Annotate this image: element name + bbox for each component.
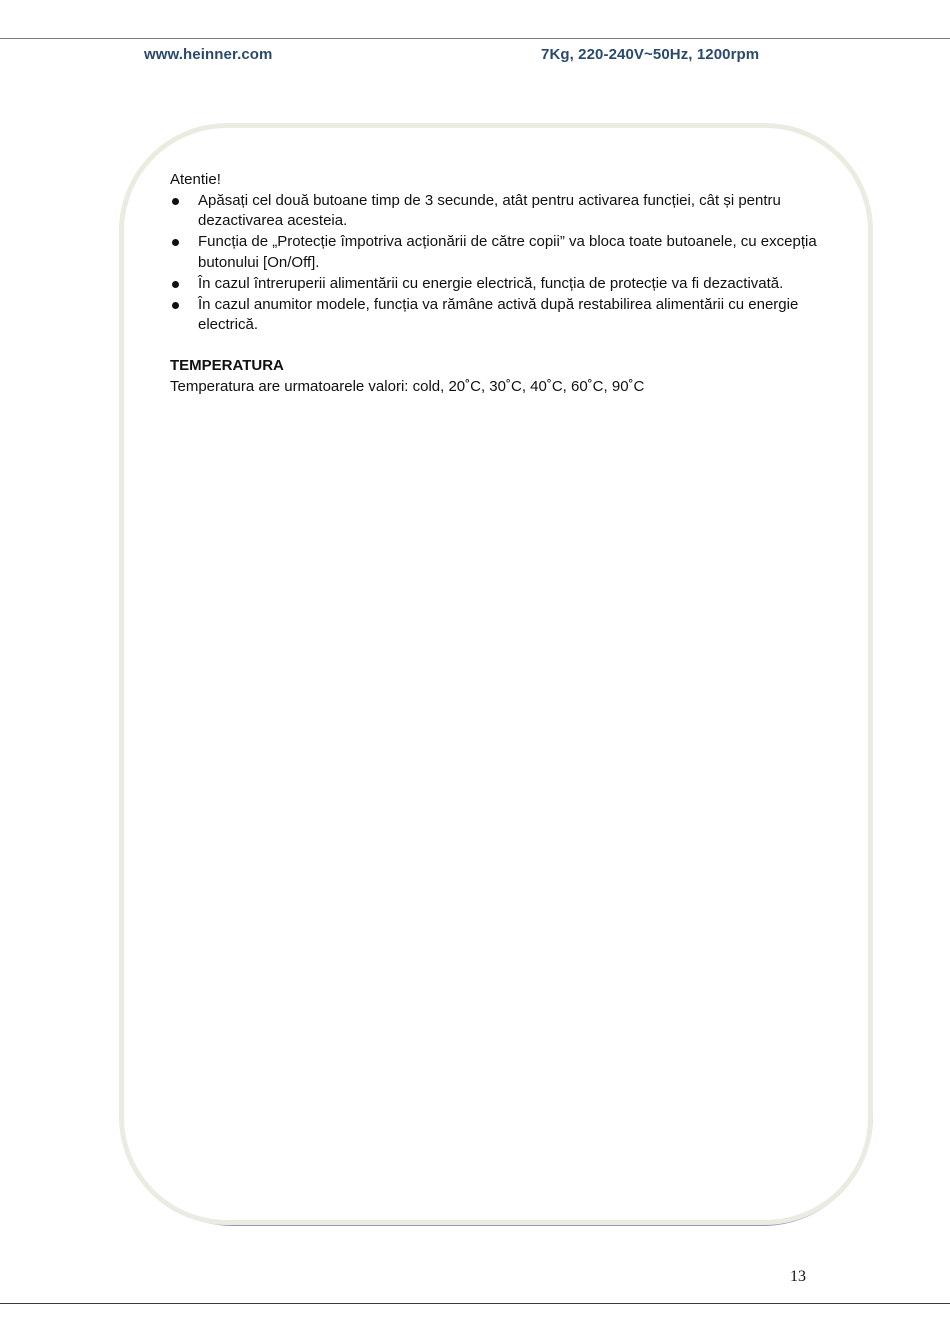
bullet-icon (172, 302, 179, 309)
list-item (170, 191, 820, 232)
header-divider (0, 38, 950, 39)
header-website: www.heinner.com (144, 46, 273, 63)
page-number: 13 (790, 1268, 806, 1285)
bullet-icon (172, 239, 179, 246)
list-item-text: Apăsați cel două butoane timp de 3 secunde, atât pentru activarea funcției, cât și pentru dezactivarea acesteia. (198, 191, 781, 229)
list-item (170, 295, 820, 336)
page-content (170, 170, 820, 397)
section-title: TEMPERATURA (170, 357, 284, 374)
bullet-icon (172, 281, 179, 288)
section-text: Temperatura are urmatoarele valori: cold, 20˚C, 30˚C, 40˚C, 60˚C, 90˚C (170, 377, 645, 395)
list-item-text: Funcția de „Protecție împotriva acționării de către copii” va bloca toate butoanele, cu excepția butonului [On/Off]. (198, 233, 817, 271)
list-item-text: În cazul anumitor modele, funcția va rămâne activă după restabilirea alimentării cu energie electrică. (198, 295, 799, 333)
footer-divider (0, 1303, 950, 1304)
attention-heading: Atentie! (170, 171, 221, 188)
list-item-text: În cazul întreruperii alimentării cu energie electrică, funcția de protecție va fi dezactivată. (198, 274, 784, 292)
header-specs: 7Kg, 220-240V~50Hz, 1200rpm (541, 46, 760, 63)
attention-list (170, 191, 820, 336)
list-item (170, 232, 820, 273)
list-item (170, 274, 820, 295)
bullet-icon (172, 198, 179, 205)
